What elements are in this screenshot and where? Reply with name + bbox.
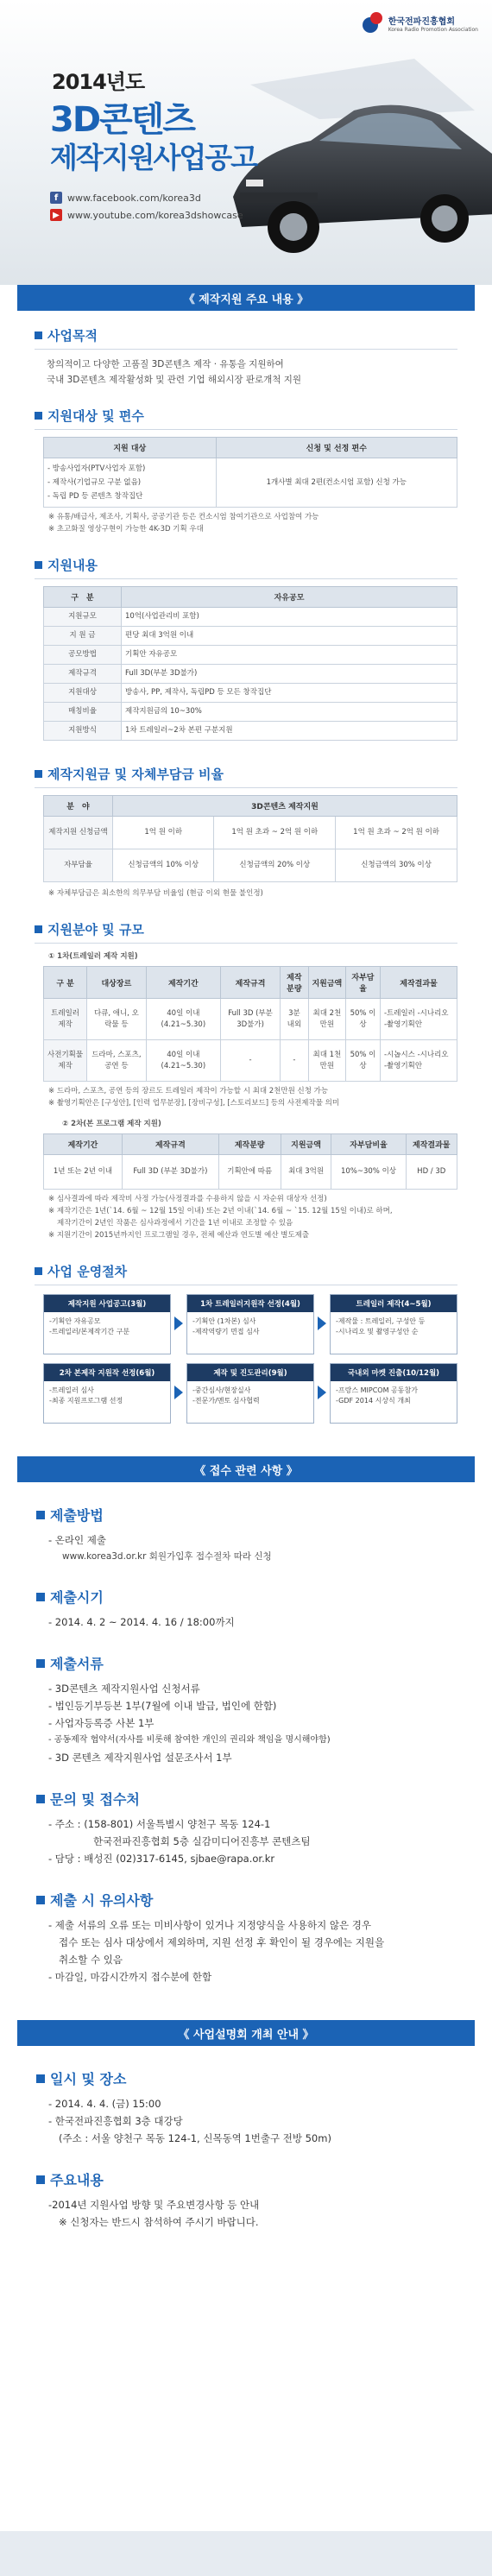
section-docs-title: 제출서류 [0,1653,492,1673]
ratio-table: 분 야 3D콘텐츠 제작지원 제작지원 신청금액 1억 원 이하 1억 원 초과 ~ 2억 원 이하 1억 원 초과 ~ 2억 원 이하 자부담율 신청금액의 10% 이상 신청금액의 20% 이상 신청금액의 30% 이상 [43,795,457,882]
process-flow [43,1294,457,1406]
square-bullet-icon [36,2175,45,2184]
section-period-title: 제출시기 [0,1587,492,1607]
square-bullet-icon [35,561,42,569]
footer-strip [0,2531,492,2576]
square-bullet-icon [36,2074,45,2083]
contact-person[interactable]: - 담당 : 배성진 (02)317-6145, sjbae@rapa.or.kr [48,1853,275,1865]
square-bullet-icon [36,1511,45,1519]
content-table: 구 분 자유공모 지원규모 10억(사업관리비 포함) 지 원 금 편당 최대 3억원 이내 공모방법 기획안 자유공모 제작규격 Full 3D(부분 3D불가) 지원대상 방송사, PP, 제작사, 독립PD 등 모든 창작집단 매칭비율 제작지원금의 10~30% 지원방식 1차 트레일러~2차 본편 구분지원 [43,586,457,741]
square-bullet-icon [36,1593,45,1601]
square-bullet-icon [36,1896,45,1904]
band-info: 《 사업설명회 개최 안내 》 [17,2020,475,2046]
process-step-2: 1차 트레일러지원작 선정(4월) -기획안 (1차본) 심사 -제작역량기 면접 심사 [186,1294,314,1354]
section-caution-title: 제출 시 유의사항 [0,1890,492,1910]
square-bullet-icon [35,925,42,933]
band-main-content: 《 제작지원 주요 내용 》 [17,285,475,311]
arrow-right-icon [318,1316,326,1330]
facebook-link[interactable]: f www.facebook.com/korea3d [50,192,201,204]
square-bullet-icon [35,331,42,339]
sports-car-image [216,50,492,270]
field-table-1: 구 분 대상장르 제작기간 제작규격 제작분량 지원금액 자부담율 제작결과물 트레일러 제작 다큐, 애니, 오락물 등 40일 이내 (4.21~5.30) Full 3D (부분 3D불가) 3분 내외 최대 2천만원 50% 이상 -트레일러 -시나리오 -촬영기획안 사전기획물 제작 드라마, 스포츠, 공연 등 40일 이내 (4.21~5.30) - - 최대 1천만원 50% 이상 -시놉시스 -시나리오 -촬영기획안 [43,966,457,1082]
section-topic-title: 주요내용 [0,2169,492,2189]
square-bullet-icon [35,770,42,778]
page: 한국전파진흥협회 Korea Radio Promotion Association 2014년도 3D콘텐츠 제작지원사업공고 f www.facebook.com/korea3d ▶ www.youtube.com/korea3dshowcase 《 제작지원 주요 내용 》 사업목적 창의적이고 다양한 고품질 3D콘텐츠 제작 · 유통을 지원하여 국내 3D콘텐츠 제작활성화 및 관련 기업 해외시장 판로개척 지원 지원대상 및 편수 지원 대상 신청 및 선정 편수 - 방송사업자(PTV사업자 포함) - 제작사(기업규모 구분 없음) - 독립 PD 등 콘텐츠 창작집단 1개사별 최대 2편(컨소시엄 포함) 신청 가능 ※ 유통/배급사, 제조사, 기획사, 공공기관 등은 컨소시엄 참여기관으로 사업참여 가능 ※ 초고화질 영상구현이 가능한 4K-3D 기획 우대 지원내용 구 분 자유공모 지원규모 10억(사업관리비 포함) 지 원 금 편당 최대 3억원 이내 공모방법 기획안 자유공모 제작규격 Full 3D(부분 3D불가) 지원대상 방송사, PP, 제작사, 독립PD 등 모든 창작집단 매칭비율 제작지원금의 10~30% 지원방식 1차 트레일러~2차 본편 구분지원 제작지원금 및 자체부담금 비율 분 야 3D콘텐츠 제작지원 제작지원 신청금액 1억 원 이하 1억 원 초과 ~ 2억 원 이하 1억 원 초과 ~ 2억 원 이하 자부담율 신청금액의 10% 이상 신청금액의 20% 이상 신청금액의 30% 이상 ※ 자체부담금은 최소한의 의무부담 비율임 (현금 이외 현물 불인정) 지원분야 및 규모 ① 1차(트레일러 제작 지원) 구 분 대상장르 제작기간 제작규격 제작분량 지원금액 자부담율 제작결과물 트레일러 제작 다큐, 애니, 오락물 등 40일 이내 (4.21~5.30) Full 3D (부분 3D불가) 3분 내외 최대 2천만원 50% 이상 -트레일러 -시나리오 -촬영기획안 사전기획물 제작 드라마, 스포츠, 공연 등 40일 이내 (4.21~5.30) - - 최대 1천만원 50% 이상 -시놉시스 -시나리오 -촬영기획안 ※ 드라마, 스포츠, 공연 등의 장르도 트레일러 제작이 가능할 시 최대 2천만원 신청 가능 ※ 촬영기획안은 [구성안], [인력 업무분장], [장비구성], [스토리보드] 등의 사전제작물 의미 ② 2차(본 프로그램 제작 지원) 제작기간 제작규격 제작분량 지원금액 자부담비율 제작결과물 1년 또는 2년 이내 Full 3D (부분 3D불가) 기획안에 따름 최대 3억원 10%~30% 이상 HD / 3D ※ 심사결과에 따라 제작비 사정 가능(사정결과를 수용하지 않을 시 자순위 대상자 선정) ※ 제작기간은 1년(`14. 6월 ~ 12월 15일 이내) 또는 2년 이내(`14. 6월 ~ `15. 12월 15일 이내)로 하며, 제작기간이 2년인 작품은 심사과정에서 기간을 1년 이내로 조정할 수 있음 ※ 지원기간이 2015년까지인 프로그램일 경우, 전체 예산과 연도별 예산 별도제출 사업 운영절차 제작지원 사업공고(3월) -기획안 자유공모 -트레일러/본제작기간 구분 1차 트레일러지원작 선정(4월) -기획안 (1차본) 심사 -제작역량기 면접 심사 트레일러 제작(4~5월) -제작물 : 트레일러, 구성안 등 -시나리오 및 촬영구성안 순 2차 본제작 지원작 선정(6월) -트레일러 심사 -최종 지원프로그램 선정 제작 및 진도관리(9월) -중간심사/현장실사 -전문가/멘토 심사협력 국내외 마켓 진출(10/12월) -프랑스 MIPCOM 공동참가 -GDF 2014 시상식 개최 《 접수 관련 사항 》 제출방법 - 온라인 제출 www.korea3d.or.kr 회원가입후 접수절차 따라 신청 제출시기 - 2014. 4. 2 ~ 2014. 4. 16 / 18:00까지 제출서류 - 3D콘텐츠 제작지원사업 신청서류 - 법인등기부등본 1부(7월에 이내 발급, 법인에 한함) - 사업자등록증 사본 1부 - 공동제작 협약서(자사를 비롯해 참여한 개인의 권리와 책임을 명시해야함) - 3D 콘텐츠 제작지원사업 설문조사서 1부 문의 및 접수처 - 주소 : (158-801) 서울특별시 양천구 목동 124-1 한국전파진흥협회 5층 실감미디어진흥부 콘텐츠팀 - 담당 : 배성진 (02)317-6145, sjbae@rapa.or.kr 제출 시 유의사항 - 제출 서류의 오류 또는 미비사항이 있거나 지정양식을 사용하지 않은 경우 접수 또는 심사 대상에서 제외하며, 지원 선정 후 확인이 될 경우에는 지원을 취소할 수 있음 - 마감일, 마감시간까지 접수분에 한함 《 사업설명회 개최 안내 》 일시 및 장소 - 2014. 4. 4. (금) 15:00 - 한국전파진흥협회 3층 대강당 (주소 : 서울 양천구 목동 124-1, 신목동역 1번출구 전방 50m) 주요내용 -2014년 지원사업 방향 및 주요변경사항 등 안내 ※ 신청자는 반드시 참석하여 주시기 바랍니다. [0,0,492,2576]
arrow-right-icon [174,1316,183,1330]
arrow-right-icon [174,1386,183,1399]
band-apply: 《 접수 관련 사항 》 [17,1456,475,1482]
logo-name: 한국전파진흥협회 [388,17,455,27]
field-table-2: 제작기간 제작규격 제작분량 지원금액 자부담비율 제작결과물 1년 또는 2년 이내 Full 3D (부분 3D불가) 기획안에 따름 최대 3억원 10%~30% 이상 HD / 3D [43,1133,457,1190]
hero-year: 2014년도 [52,70,145,94]
target-table: 지원 대상 신청 및 선정 편수 - 방송사업자(PTV사업자 포함) - 제작사(기업규모 구분 없음) - 독립 PD 등 콘텐츠 창작집단 1개사별 최대 2편(컨소시엄 포함) 신청 가능 [43,437,457,508]
section-method-title: 제출방법 [0,1505,492,1525]
youtube-icon: ▶ [50,209,62,221]
square-bullet-icon [35,412,42,420]
purpose-line-2: 국내 3D콘텐츠 제작활성화 및 관련 기업 해외시장 판로개척 지원 [47,375,302,385]
section-target-title: 지원대상 및 편수 [35,407,457,425]
process-step-1: 제작지원 사업공고(3월) -기획안 자유공모 -트레일러/본제작기간 구분 [43,1294,171,1354]
process-step-6: 국내외 마켓 진출(10/12월) -프랑스 MIPCOM 공동참가 -GDF 2014 시상식 개최 [330,1363,457,1424]
square-bullet-icon [35,1267,42,1275]
arrow-right-icon [318,1386,326,1399]
section-ratio-title: 제작지원금 및 자체부담금 비율 [35,765,457,783]
section-purpose-title: 사업목적 [35,326,457,344]
square-bullet-icon [36,1795,45,1803]
process-step-5: 제작 및 진도관리(9월) -중간심사/현장실사 -전문가/멘토 심사협력 [186,1363,314,1424]
facebook-icon: f [50,192,62,204]
section-contact-title: 문의 및 접수처 [0,1789,492,1809]
section-venue-title: 일시 및 장소 [0,2068,492,2088]
section-field-title: 지원분야 및 규모 [35,920,457,938]
process-step-4: 2차 본제작 지원작 선정(6월) -트레일러 심사 -최종 지원프로그램 선정 [43,1363,171,1424]
section-content-title: 지원내용 [35,556,457,574]
purpose-line-1: 창의적이고 다양한 고품질 3D콘텐츠 제작 · 유통을 지원하여 [47,359,284,369]
hero-banner [0,0,492,285]
section-process-title: 사업 운영절차 [35,1262,457,1280]
hero-title-line1: 3D콘텐츠 [50,100,194,140]
logo-sub: Korea Radio Promotion Association [388,27,478,33]
youtube-link[interactable]: ▶ www.youtube.com/korea3dshowcase [50,209,243,221]
hero-title-line2: 제작지원사업공고 [50,141,257,174]
rapa-logo [363,12,478,35]
rapa-logo-mark-icon [363,12,385,35]
process-step-3: 트레일러 제작(4~5월) -제작물 : 트레일러, 구성안 등 -시나리오 및 촬영구성안 순 [330,1294,457,1354]
square-bullet-icon [36,1659,45,1668]
